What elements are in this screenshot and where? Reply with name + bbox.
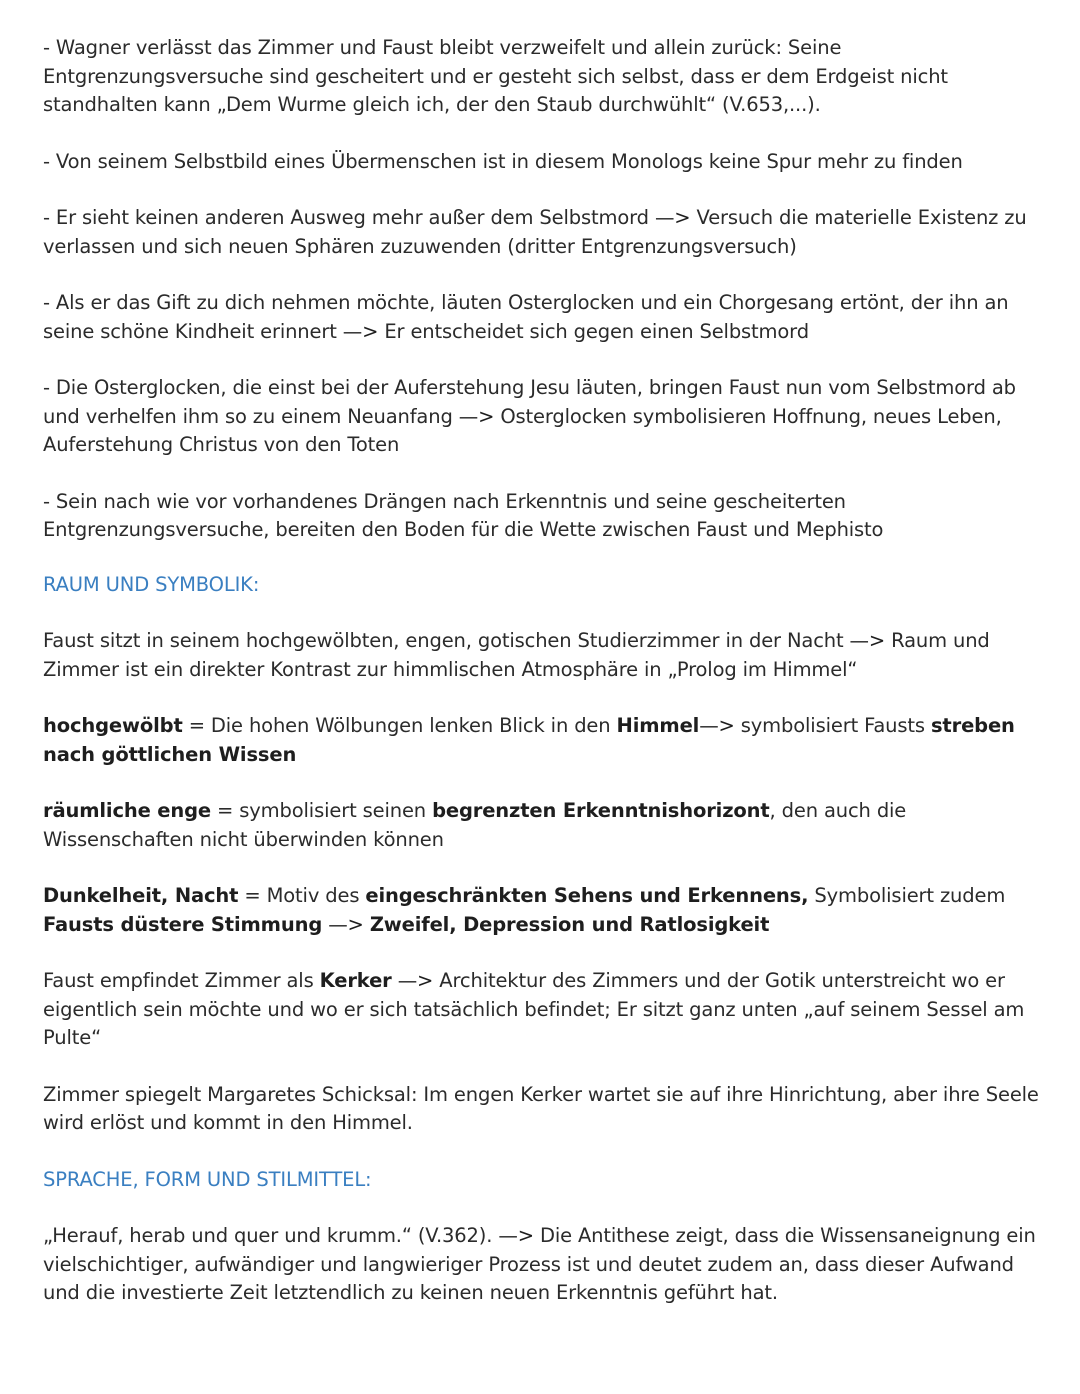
paragraph-raeumliche-enge: räumliche enge = symbolisiert seinen begrenzten Erkenntnishorizont, den auch die Wissenschaften nicht überwinden können: [43, 799, 907, 851]
paragraph-selbstmord: - Er sieht keinen anderen Ausweg mehr außer dem Selbstmord —> Versuch die materielle Existenz zu verlassen und sich neuen Sphären zuzuwenden (dritter Entgrenzungsversuch): [43, 206, 1027, 258]
paragraph-osterglocken: - Die Osterglocken, die einst bei der Auferstehung Jesu läuten, bringen Faust nun vom Selbstmord ab und verhelfen ihm so zu einem Neuanfang —> Osterglocken symbolisieren Hoffnung, neues Leben, Auferstehung Christus von den Toten: [43, 376, 1016, 456]
paragraph-hochgewoelbt: hochgewölbt = Die hohen Wölbungen lenken Blick in den Himmel—> symbolisiert Fausts streben nach göttlichen Wissen: [43, 714, 1015, 766]
section-heading-raum-symbolik: RAUM UND SYMBOLIK:: [43, 572, 260, 596]
paragraph-margarete: Zimmer spiegelt Margaretes Schicksal: Im engen Kerker wartet sie auf ihre Hinrichtung, aber ihre Seele wird erlöst und kommt in den Himmel.: [43, 1082, 1039, 1134]
document-page: [43, 34, 1043, 1308]
paragraph-studierzimmer: Faust sitzt in seinem hochgewölbten, engen, gotischen Studierzimmer in der Nacht —> Raum und Zimmer ist ein direkter Kontrast zur himmlischen Atmosphäre in „Prolog im Himmel“: [43, 629, 990, 681]
paragraph-dunkelheit: Dunkelheit, Nacht = Motiv des eingeschränkten Sehens und Erkennens, Symbolisiert zudem Fausts düstere Stimmung —> Zweifel, Depression und Ratlosigkeit: [43, 882, 1043, 939]
arrow-icon: —>: [699, 714, 735, 737]
arrow-icon: —>: [342, 319, 379, 343]
arrow-icon: —>: [397, 969, 434, 992]
paragraph-wagner-leaves: - Wagner verlässt das Zimmer und Faust bleibt verzweifelt und allein zurück: Seine Entgrenzungsversuche sind gescheitert und er gesteht sich selbst, dass er dem Erdgeist nicht standhalten kann „Dem Wurme gleich ich, der den Staub durchwühlt“ (V.653,...).: [43, 36, 948, 116]
paragraph-kerker: Faust empfindet Zimmer als Kerker —> Architektur des Zimmers und der Gotik unterstreicht wo er eigentlich sein möchte und wo er sich tatsächlich befindet; Er sitzt ganz unten „auf seinem Sessel am Pulte“: [43, 969, 1025, 1049]
arrow-icon: —>: [849, 629, 886, 652]
arrow-icon: —>: [328, 912, 364, 936]
paragraph-gift: - Als er das Gift zu dich nehmen möchte, läuten Osterglocken und ein Chorgesang ertönt, der ihn an seine schöne Kindheit erinnert —> Er entscheidet sich gegen einen Selbstmord: [43, 289, 1043, 346]
paragraph-selbstbild: - Von seinem Selbstbild eines Übermenschen ist in diesem Monologs keine Spur mehr zu finden: [43, 149, 963, 173]
section-heading-sprache-form: SPRACHE, FORM UND STILMITTEL:: [43, 1167, 372, 1191]
paragraph-antithese: „Herauf, herab und quer und krumm.“ (V.362). —> Die Antithese zeigt, dass die Wissensaneignung ein vielschichtiger, aufwändiger und langwieriger Prozess ist und deutet zudem an, dass dieser Aufwand und die investierte Zeit letztendlich zu keinen neuen Erkenntnis geführt hat.: [43, 1224, 1036, 1304]
arrow-icon: —>: [458, 404, 495, 428]
paragraph-wette: - Sein nach wie vor vorhandenes Drängen nach Erkenntnis und seine gescheiterten Entgrenzungsversuche, bereiten den Boden für die Wette zwischen Faust und Mephisto: [43, 489, 884, 541]
arrow-icon: —>: [498, 1224, 534, 1247]
arrow-icon: —>: [654, 206, 691, 229]
